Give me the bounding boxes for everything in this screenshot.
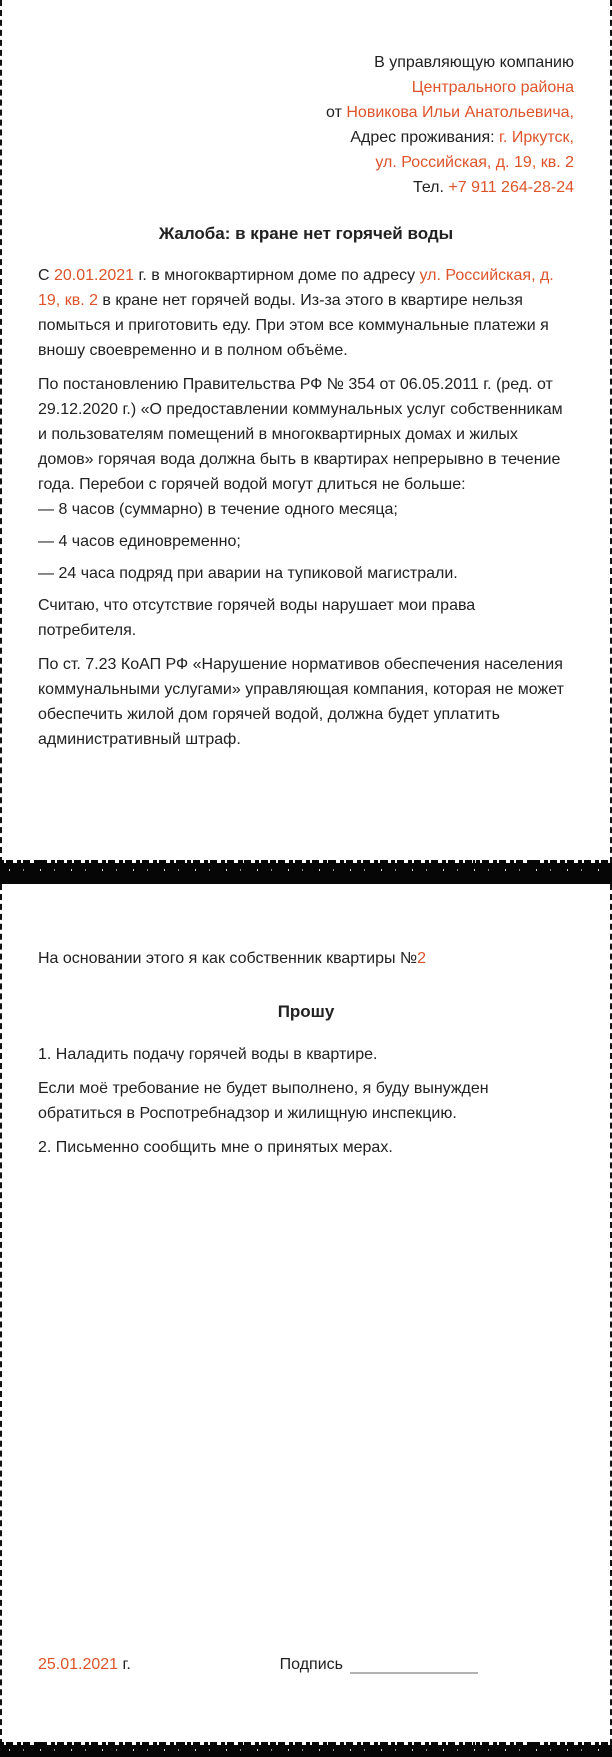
paragraph-law-reference: По постановлению Правительства РФ № 354 от 06.05.2011 г. (ред. от 29.12.2020 г.) «О предоставлении коммунальных услуг собственникам и пользователям помещений в многоквартирных домах и жилых домов» горячая вода должна быть в квартирах непрерывно в течение года. Перебои с горячей водой могут длиться не больше: xyxy=(38,376,563,493)
paragraph-intro: С 20.01.2021 г. в многоквартирном доме по адресу ул. Российская, д. 19, кв. 2 в кране нет горячей воды. Из-за этого в квартире нельзя помыться и приготовить еду. При этом все коммунальные платежи я вношу своевременно и в полном объёме. xyxy=(38,267,554,359)
recipient-company-line xyxy=(38,50,574,75)
request-heading: Прошу xyxy=(277,1002,335,1021)
recipient-district-line xyxy=(38,75,574,100)
document-date xyxy=(38,1652,131,1677)
request-item-2: 2. Письменно сообщить мне о принятых мерах. xyxy=(38,1139,393,1156)
paragraph-basis: На основании этого я как собственник квартиры №2 xyxy=(38,950,427,967)
complaint-page-1 xyxy=(0,0,612,863)
document-footer xyxy=(38,1652,574,1677)
sender-name: Новикова Ильи Анатольевича, xyxy=(346,104,574,121)
page-tear-bottom xyxy=(0,1745,612,1757)
complaint-page-2 xyxy=(0,884,612,1745)
sender-phone-line xyxy=(38,175,574,200)
paragraph-opinion: Считаю, что отсутствие горячей воды нарушает мои права потребителя. xyxy=(38,597,476,639)
sender-street: ул. Российская, д. 19, кв. 2 xyxy=(375,154,574,171)
paragraph-penalty: По ст. 7.23 КоАП РФ «Нарушение нормативов обеспечения населения коммунальными услугами» управляющая компания, которая не может обеспечить жилой дом горячей водой, должна будет уплатить административный штраф. xyxy=(38,656,564,748)
complaint-start-date: 20.01.2021 xyxy=(54,267,135,284)
signature-line xyxy=(350,1672,478,1674)
sender-address-line-1 xyxy=(38,125,574,150)
sender-city: г. Иркутск, xyxy=(499,129,574,146)
sender-name-line xyxy=(38,100,574,125)
signature-block xyxy=(280,1652,478,1677)
complaint-address: ул. Российская, д. 19, кв. 2 xyxy=(38,267,554,309)
date-suffix: г. xyxy=(118,1656,131,1673)
recipient-district: Центрального района xyxy=(411,79,574,96)
list-item-8-hours: — 8 часов (суммарно) в течение одного месяца; xyxy=(38,501,398,518)
list-item-4-hours: — 4 часов единовременно; xyxy=(38,533,241,550)
paragraph-warning: Если моё требование не будет выполнено, я буду вынужден обратиться в Роспотребнадзор и жилищную инспекцию. xyxy=(38,1080,489,1122)
request-item-1: 1. Наладить подачу горячей воды в квартире. xyxy=(38,1046,378,1063)
sender-from-label: от xyxy=(326,104,347,121)
address-label: Адрес проживания: xyxy=(350,129,500,146)
page-tear-divider xyxy=(0,863,612,884)
complaint-title: Жалоба: в кране нет горячей воды xyxy=(158,224,454,243)
phone-label: Тел. xyxy=(412,179,449,196)
recipient-block xyxy=(38,50,574,200)
signature-label: Подпись xyxy=(279,1656,343,1673)
sender-phone: +7 911 264-28-24 xyxy=(448,179,574,196)
apartment-number: 2 xyxy=(417,950,427,967)
sender-address-line-2 xyxy=(38,150,574,175)
recipient-company: В управляющую компанию xyxy=(374,54,574,71)
list-item-24-hours: — 24 часа подряд при аварии на тупиковой магистрали. xyxy=(38,565,458,582)
date-value: 25.01.2021 xyxy=(38,1656,119,1673)
